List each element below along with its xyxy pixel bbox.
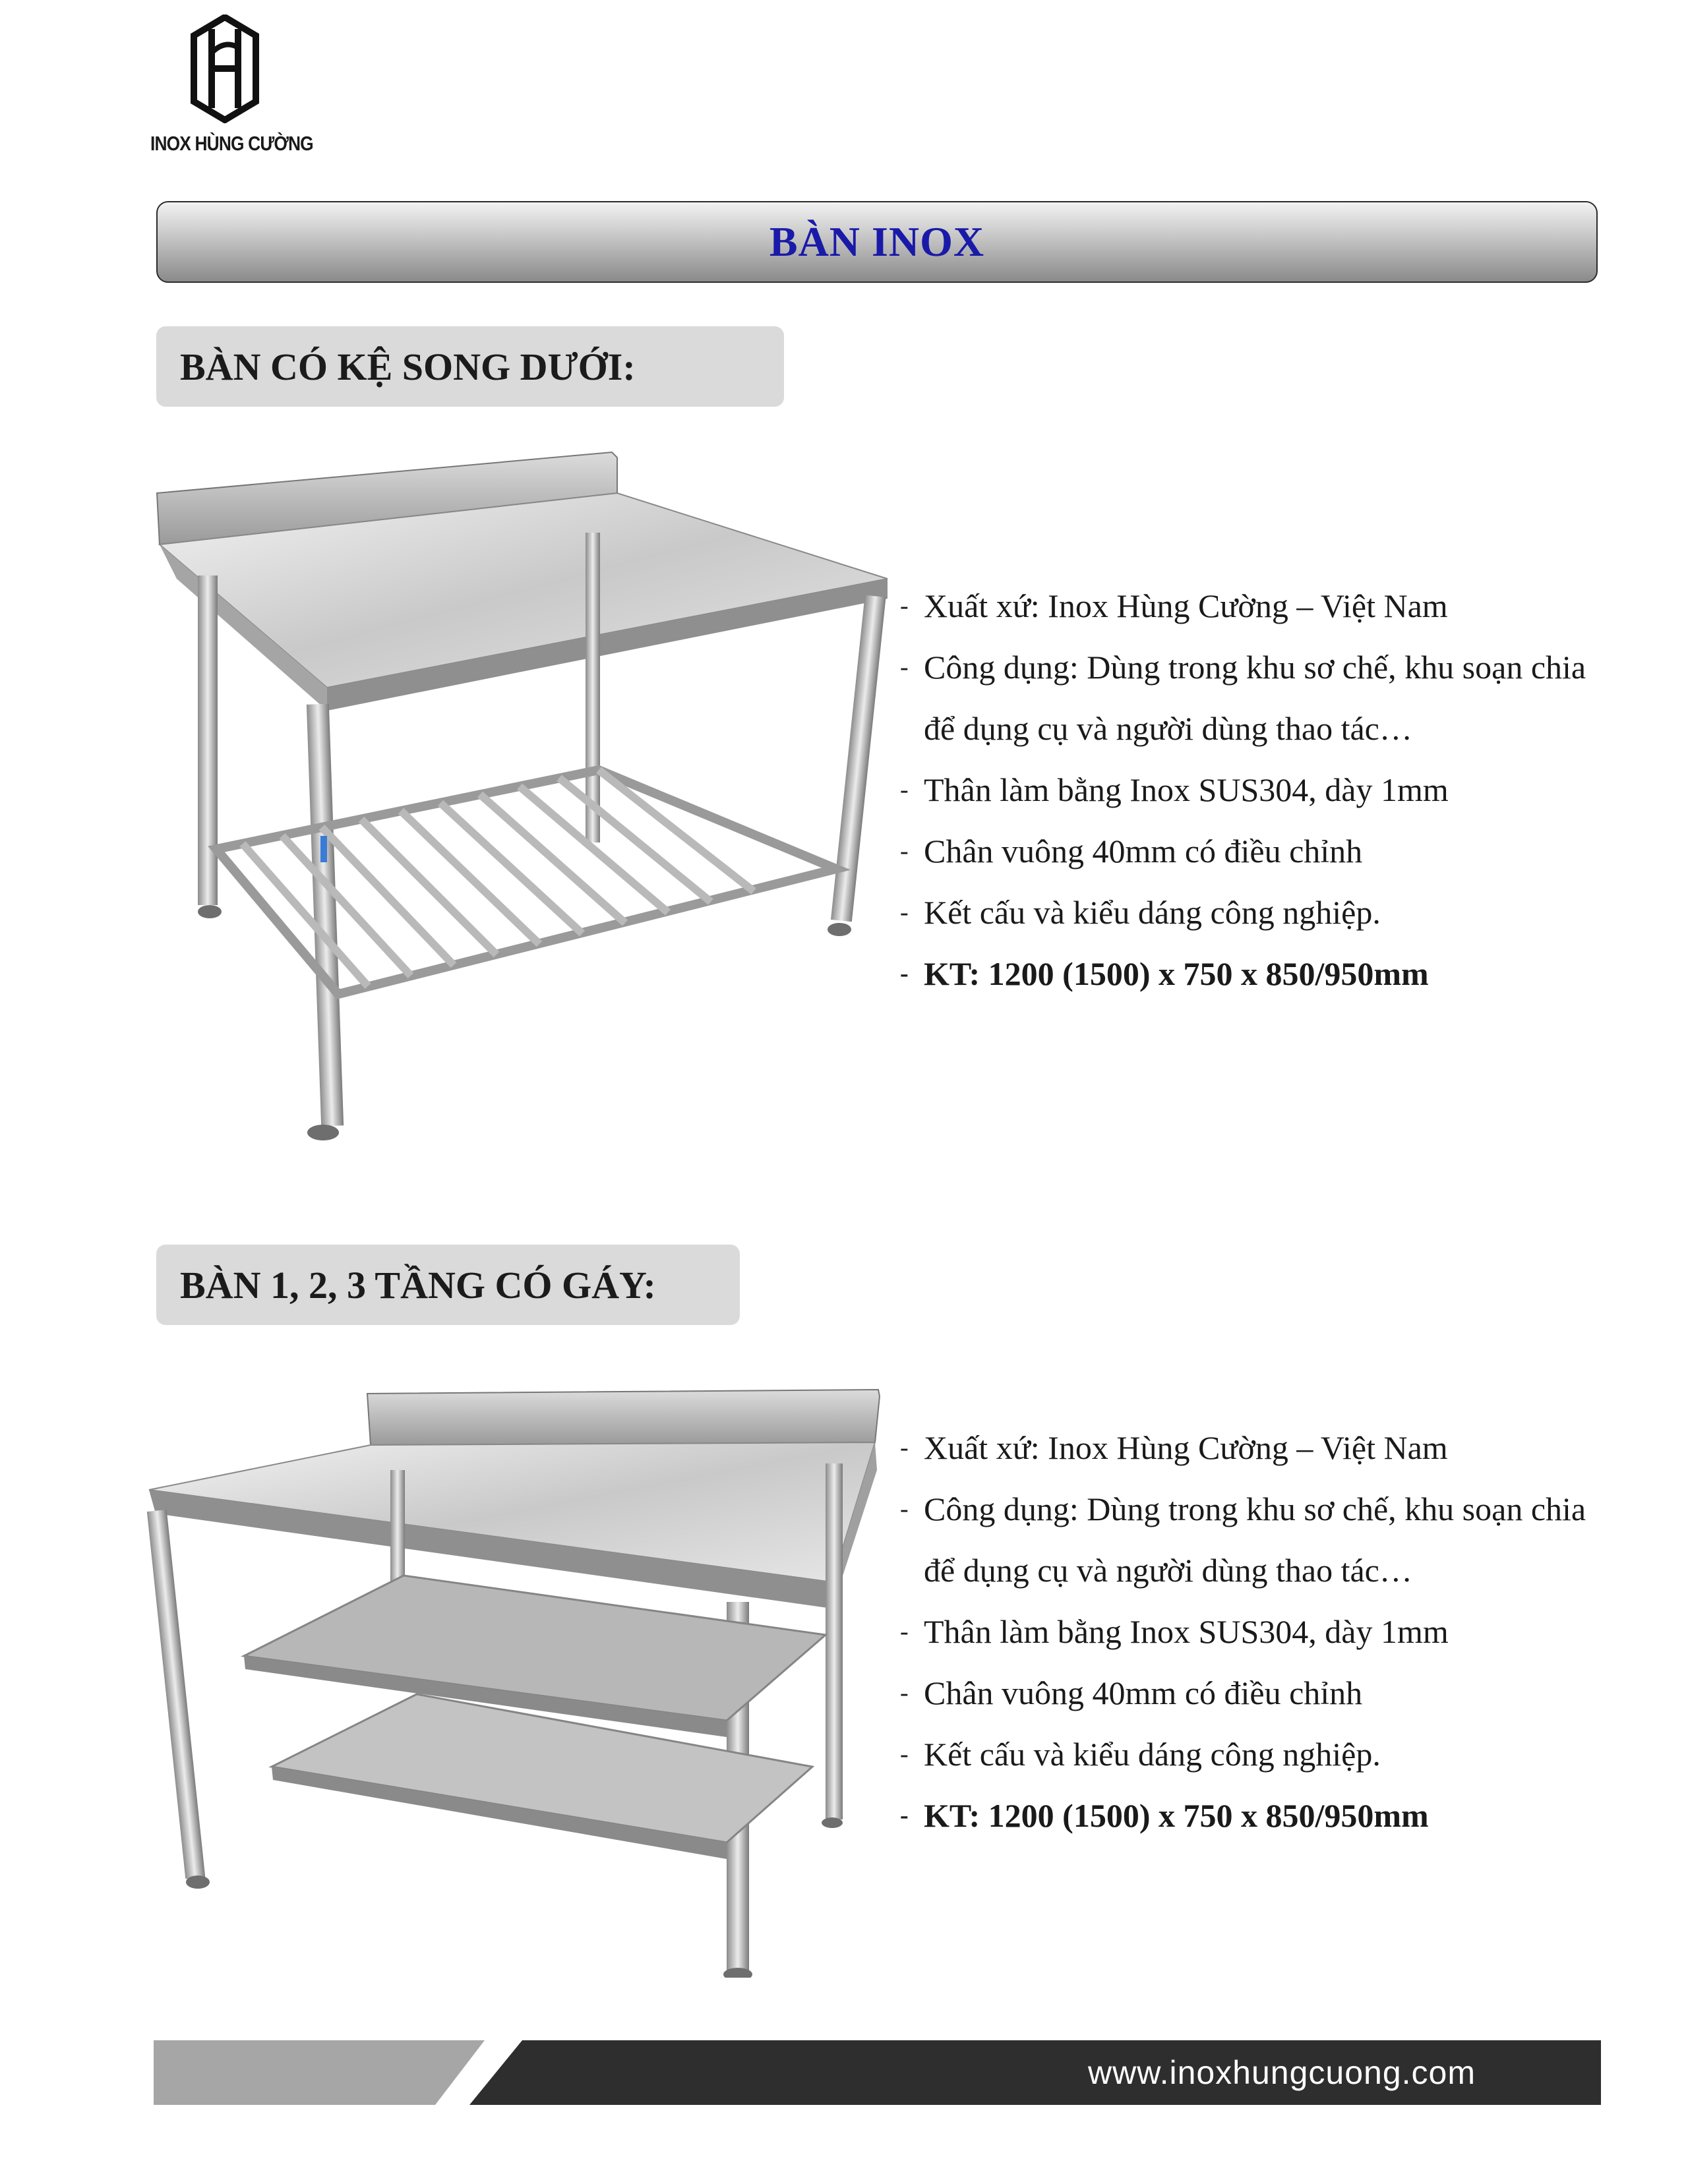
spec-item: để dụng cụ và người dùng thao tác… [924, 710, 1412, 747]
spec-item: - Công dụng: Dùng trong khu sơ chế, khu soạn chia [900, 637, 1658, 698]
spec-item: - KT: 1200 (1500) x 750 x 850/950mm [900, 943, 1658, 1005]
spec-item: - Thân làm bằng Inox SUS304, dày 1mm [900, 759, 1658, 821]
product-image-slatted-table [150, 440, 895, 1152]
spec-item: - Xuất xứ: Inox Hùng Cường – Việt Nam [900, 1417, 1658, 1479]
page-title: BÀN INOX [769, 218, 985, 265]
spec-item: - Thân làm bằng Inox SUS304, dày 1mm [900, 1601, 1658, 1663]
website-url[interactable]: www.inoxhungcuong.com [1088, 2054, 1476, 2091]
section-heading-2 [156, 1245, 740, 1325]
spec-item: - Chân vuông 40mm có điều chỉnh [900, 821, 1658, 882]
section-heading-text: BÀN 1, 2, 3 TẦNG CÓ GÁY: [180, 1263, 656, 1307]
spec-list-2 [900, 1417, 1658, 1846]
spec-item: - Xuất xứ: Inox Hùng Cường – Việt Nam [900, 576, 1658, 637]
spec-item: - KT: 1200 (1500) x 750 x 850/950mm [900, 1785, 1658, 1846]
spec-item: - Chân vuông 40mm có điều chỉnh [900, 1663, 1658, 1724]
spec-list-1 [900, 576, 1658, 1005]
page-title-bar [156, 201, 1598, 283]
section-heading-text: BÀN CÓ KỆ SONG DƯỚI: [180, 345, 636, 388]
spec-item: để dụng cụ và người dùng thao tác… [924, 1552, 1412, 1589]
product-image-three-tier-table [146, 1384, 885, 1978]
spec-item: - Công dụng: Dùng trong khu sơ chế, khu soạn chia [900, 1479, 1658, 1540]
brand-logo [150, 15, 313, 160]
spec-item: - Kết cấu và kiểu dáng công nghiệp. [900, 882, 1658, 943]
spec-item: - Kết cấu và kiểu dáng công nghiệp. [900, 1724, 1658, 1785]
section-heading-1 [156, 326, 784, 407]
brand-name: INOX HÙNG CƯỜNG [150, 132, 313, 155]
hc-hexagon-logo-icon [189, 15, 261, 123]
